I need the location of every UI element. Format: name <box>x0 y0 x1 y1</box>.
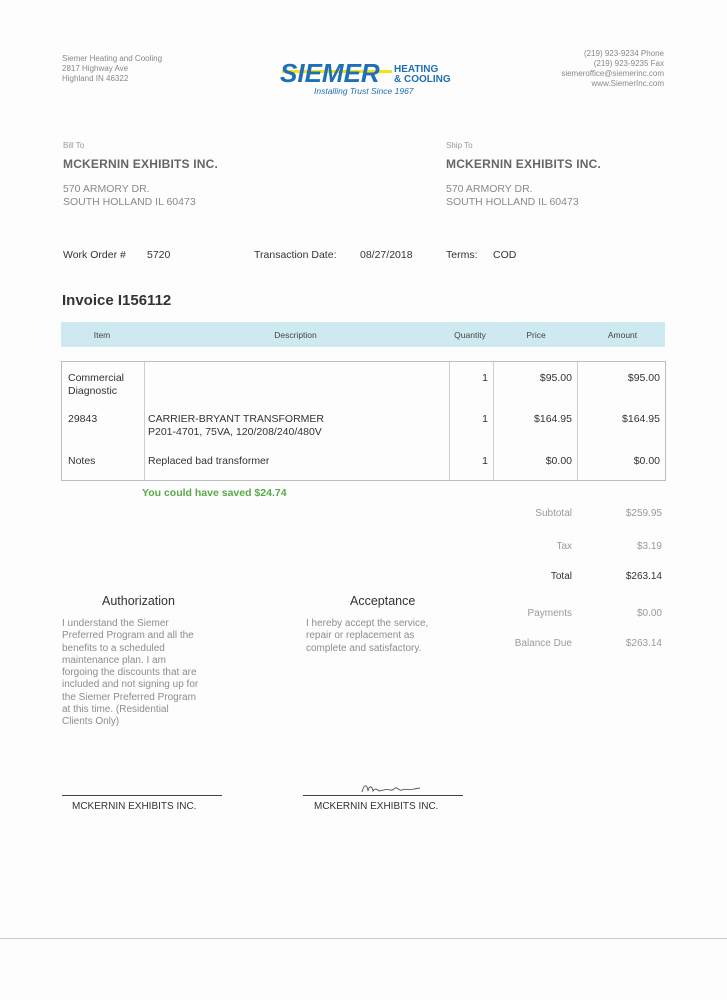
bill-to-label: Bill To <box>63 141 85 150</box>
row2-qty: 1 <box>482 413 488 425</box>
company-city: Highland IN 46322 <box>62 74 129 83</box>
company-street: 2817 Highway Ave <box>62 64 129 73</box>
authorization-line: benefits to a scheduled <box>62 642 165 654</box>
authorization-signer: MCKERNIN EXHIBITS INC. <box>72 801 197 812</box>
payments-value: $0.00 <box>636 608 662 619</box>
authorization-text <box>62 618 232 729</box>
header-item: Item <box>93 330 111 340</box>
ship-to-label: Ship To <box>446 141 473 150</box>
header-amount: Amount <box>607 330 638 340</box>
bill-to <box>63 141 218 209</box>
row2-desc-line2: P201-4701, 75VA, 120/208/240/480V <box>148 426 322 438</box>
ship-to-street: 570 ARMORY DR. <box>446 183 533 195</box>
invoice-title: Invoice I156112 <box>62 292 172 309</box>
company-website: www.SiemerInc.com <box>591 79 664 88</box>
logo-tagline: Installing Trust Since 1967 <box>314 86 414 96</box>
authorization-line: at this time. (Residential <box>62 704 169 716</box>
ship-to <box>446 141 601 209</box>
acceptance-line: I hereby accept the service, <box>306 618 429 629</box>
work-order-label: Work Order # <box>63 249 126 261</box>
table-header <box>61 322 665 347</box>
logo-graphic <box>278 56 458 98</box>
company-email: siemeroffice@siemerinc.com <box>561 69 664 78</box>
header-quantity: Quantity <box>454 330 486 340</box>
acceptance-text <box>306 618 476 655</box>
work-order-value: 5720 <box>147 249 171 261</box>
row1-qty: 1 <box>482 372 488 384</box>
authorization-line: included and not signing up for <box>62 679 199 691</box>
row3-qty: 1 <box>482 455 488 467</box>
total-value: $263.14 <box>625 571 662 582</box>
savings-note: You could have saved $24.74 <box>142 487 287 499</box>
row2-desc <box>148 413 446 439</box>
bill-to-city: SOUTH HOLLAND IL 60473 <box>63 196 196 208</box>
authorization-line: maintenance plan. I am <box>62 654 166 666</box>
row2-price: $164.95 <box>534 413 572 425</box>
acceptance-line: repair or replacement as <box>306 630 415 642</box>
logo-cooling: & COOLING <box>394 74 451 85</box>
authorization-title: Authorization <box>102 594 175 608</box>
company-fax: (219) 923-9235 Fax <box>593 59 664 68</box>
bill-to-street: 570 ARMORY DR. <box>63 183 150 195</box>
company-address <box>62 54 162 84</box>
company-contact <box>484 49 664 89</box>
row2-item: 29843 <box>68 413 98 425</box>
row2-desc-line1: CARRIER-BRYANT TRANSFORMER <box>148 413 324 425</box>
balance-due-value: $263.14 <box>625 638 662 649</box>
line-items-table <box>61 361 666 481</box>
subtotal-label: Subtotal <box>535 508 572 519</box>
row3-item: Notes <box>68 455 96 467</box>
handwritten-signature <box>358 780 428 796</box>
row3-price: $0.00 <box>545 455 572 467</box>
row1-price: $95.00 <box>539 372 572 384</box>
payments-label: Payments <box>527 608 572 619</box>
logo-heating: HEATING <box>394 64 439 75</box>
transaction-date-value: 08/27/2018 <box>360 249 413 261</box>
terms-label: Terms: <box>446 249 478 261</box>
acceptance-signature-line <box>303 795 463 796</box>
company-name: Siemer Heating and Cooling <box>62 54 163 63</box>
acceptance-title: Acceptance <box>350 594 416 608</box>
tax-label: Tax <box>556 541 572 552</box>
row1-item: Commercial Diagnostic <box>68 372 125 397</box>
acceptance-line: complete and satisfactory. <box>306 642 422 654</box>
header-price: Price <box>526 330 546 340</box>
authorization-line: Preferred Program and all the <box>62 630 194 642</box>
total-label: Total <box>550 571 572 582</box>
authorization-signature-line <box>62 795 222 796</box>
authorization-line: forgoing the discounts that are <box>62 667 197 679</box>
subtotal-value: $259.95 <box>625 508 662 519</box>
ship-to-city: SOUTH HOLLAND IL 60473 <box>446 196 579 208</box>
acceptance-signer: MCKERNIN EXHIBITS INC. <box>314 801 439 812</box>
row3-desc: Replaced bad transformer <box>148 455 270 467</box>
company-logo <box>278 56 458 98</box>
terms-value: COD <box>493 249 517 261</box>
logo-main: SIEMER <box>280 58 380 88</box>
row3-amount: $0.00 <box>633 455 660 467</box>
page-divider <box>0 938 727 939</box>
transaction-date-label: Transaction Date: <box>254 249 337 261</box>
ship-to-name: MCKERNIN EXHIBITS INC. <box>446 157 602 171</box>
company-phone: (219) 923-9234 Phone <box>583 49 664 58</box>
tax-value: $3.19 <box>636 541 662 552</box>
bill-to-name: MCKERNIN EXHIBITS INC. <box>63 157 219 171</box>
row2-amount: $164.95 <box>622 413 660 425</box>
header-description: Description <box>274 330 317 340</box>
balance-due-label: Balance Due <box>514 638 572 649</box>
row1-amount: $95.00 <box>627 372 660 384</box>
authorization-line: Clients Only) <box>62 716 120 728</box>
authorization-line: the Siemer Preferred Program <box>62 691 196 703</box>
authorization-line: I understand the Siemer <box>62 618 169 629</box>
